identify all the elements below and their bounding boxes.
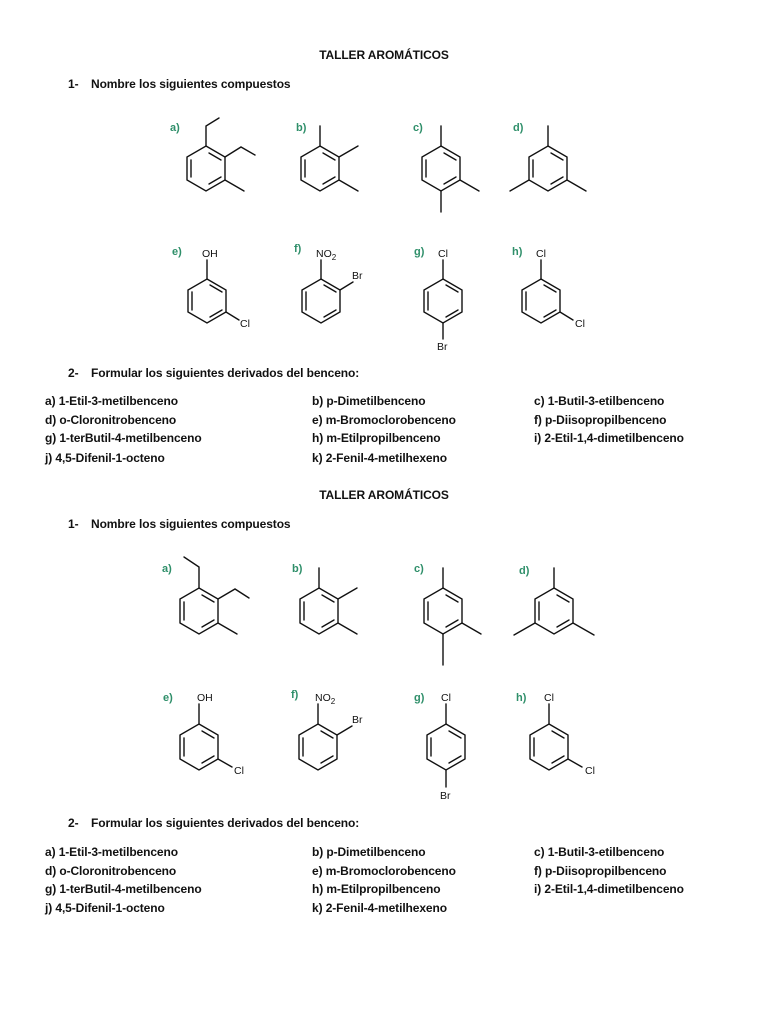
item-k: k) 2-Fenil-4-metilhexeno — [312, 451, 447, 465]
atom-no2: $NO_2$ — [316, 248, 337, 262]
item-j: j) 4,5-Difenil-1-octeno — [45, 451, 165, 465]
item-h: h) m-Etilpropilbenceno — [312, 431, 441, 445]
compound-label-a: a) — [162, 563, 172, 575]
atom-br: Br — [440, 790, 451, 802]
item-c: c) 1-Butil-3-etilbenceno — [534, 394, 665, 408]
compound-label-a: a) — [170, 122, 180, 134]
atom-cl: Cl — [585, 765, 595, 777]
compound-f-structure — [299, 692, 363, 770]
compound-label-g: g) — [414, 692, 425, 704]
question-2-text: Formular los siguientes derivados del benceno: — [91, 366, 360, 380]
compound-label-e: e) — [172, 246, 182, 258]
compound-c-structure — [424, 568, 481, 665]
atom-oh: OH — [197, 692, 213, 704]
compound-label-g: g) — [414, 246, 425, 258]
atom-cl: Cl — [441, 692, 451, 704]
compound-a-structure — [180, 557, 249, 634]
compound-label-e: e) — [163, 692, 173, 704]
compound-label-d: d) — [519, 565, 530, 577]
item-a: a) 1-Etil-3-metilbenceno — [45, 845, 178, 859]
compound-e-structure — [180, 692, 244, 777]
atom-cl: Cl — [575, 318, 585, 330]
item-d: d) o-Cloronitrobenceno — [45, 413, 177, 427]
item-k: k) 2-Fenil-4-metilhexeno — [312, 901, 447, 915]
question-2-number: 2- — [68, 366, 79, 380]
item-i: i) 2-Etil-1,4-dimetilbenceno — [534, 431, 684, 445]
compound-g-structure — [427, 692, 465, 802]
compound-d-structure — [514, 568, 594, 635]
atom-no2: $NO_2$ — [315, 692, 336, 706]
compound-label-b: b) — [296, 122, 307, 134]
atom-cl: Cl — [544, 692, 554, 704]
item-f: f) p-Diisopropilbenceno — [534, 864, 667, 878]
atom-br: Br — [352, 714, 363, 726]
atom-cl: Cl — [240, 318, 250, 330]
compound-label-f: f) — [294, 243, 302, 255]
compound-label-c: c) — [414, 563, 424, 575]
question-1-number: 1- — [68, 77, 79, 91]
question-1-text: Nombre los siguientes compuestos — [91, 77, 291, 91]
atom-oh: OH — [202, 248, 218, 260]
item-c: c) 1-Butil-3-etilbenceno — [534, 845, 665, 859]
compound-label-d: d) — [513, 122, 524, 134]
compound-label-b: b) — [292, 563, 303, 575]
item-g: g) 1-terButil-4-metilbenceno — [45, 882, 202, 896]
atom-br: Br — [352, 270, 363, 282]
atom-br: Br — [437, 341, 448, 353]
worksheet-title: TALLER AROMÁTICOS — [319, 488, 449, 502]
compound-label-h: h) — [512, 246, 523, 258]
compound-h-structure — [530, 692, 595, 777]
atom-cl: Cl — [234, 765, 244, 777]
item-e: e) m-Bromoclorobenceno — [312, 864, 456, 878]
compound-b-structure — [300, 568, 357, 634]
worksheet-title: TALLER AROMÁTICOS — [319, 48, 449, 62]
question-2-text: Formular los siguientes derivados del benceno: — [91, 816, 360, 830]
item-b: b) p-Dimetilbenceno — [312, 845, 426, 859]
item-g: g) 1-terButil-4-metilbenceno — [45, 431, 202, 445]
item-j: j) 4,5-Difenil-1-octeno — [45, 901, 165, 915]
atom-cl: Cl — [536, 248, 546, 260]
question-1-number: 1- — [68, 517, 79, 531]
item-a: a) 1-Etil-3-metilbenceno — [45, 394, 178, 408]
atom-cl: Cl — [438, 248, 448, 260]
item-d: d) o-Cloronitrobenceno — [45, 864, 177, 878]
item-e: e) m-Bromoclorobenceno — [312, 413, 456, 427]
question-2-number: 2- — [68, 816, 79, 830]
compound-label-c: c) — [413, 122, 423, 134]
compound-label-f: f) — [291, 689, 299, 701]
item-i: i) 2-Etil-1,4-dimetilbenceno — [534, 882, 684, 896]
item-b: b) p-Dimetilbenceno — [312, 394, 426, 408]
compound-label-h: h) — [516, 692, 527, 704]
item-f: f) p-Diisopropilbenceno — [534, 413, 667, 427]
item-h: h) m-Etilpropilbenceno — [312, 882, 441, 896]
question-1-text: Nombre los siguientes compuestos — [91, 517, 291, 531]
